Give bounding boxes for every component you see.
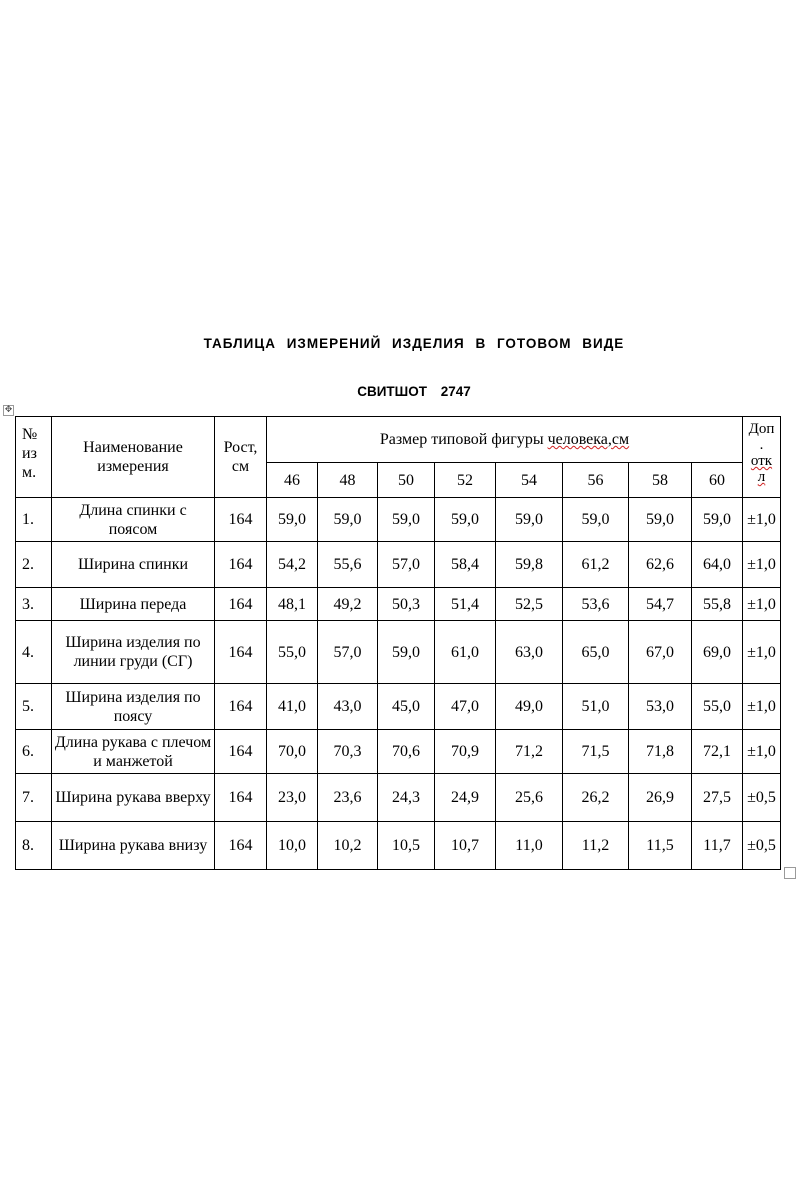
size-header: 54 [496,463,563,498]
measurement-value: 53,6 [563,588,629,621]
tolerance-value: ±1,0 [743,621,781,684]
measurement-value: 55,0 [267,621,318,684]
row-number: 8. [16,822,52,870]
measurement-value: 11,5 [629,822,692,870]
measurement-value: 23,6 [318,774,378,822]
tolerance-value: ±0,5 [743,774,781,822]
measurement-value: 26,9 [629,774,692,822]
measurement-value: 70,0 [267,730,318,774]
measurement-value: 10,0 [267,822,318,870]
measurement-value: 57,0 [318,621,378,684]
size-header: 56 [563,463,629,498]
size-header: 60 [692,463,743,498]
measurement-value: 55,8 [692,588,743,621]
measurement-value: 62,6 [629,542,692,588]
tolerance-value: ±0,5 [743,822,781,870]
measurement-value: 24,3 [378,774,435,822]
table-row [16,621,781,684]
measurement-name: Длина рукава с плечом и манжетой [52,730,215,774]
measurement-name: Ширина изделия по линии груди (СГ) [52,621,215,684]
size-header: 46 [267,463,318,498]
row-height: 164 [215,588,267,621]
document-subtitle: СВИТШОТ 2747 [357,384,471,399]
measurement-value: 65,0 [563,621,629,684]
measurement-value: 59,0 [629,498,692,542]
measurement-value: 59,0 [378,498,435,542]
measurement-value: 10,5 [378,822,435,870]
row-height: 164 [215,684,267,730]
header-number-line: № [22,426,38,443]
row-number: 2. [16,542,52,588]
measurement-value: 10,2 [318,822,378,870]
measurement-value: 70,9 [435,730,496,774]
table-row [16,542,781,588]
measurement-value: 54,2 [267,542,318,588]
measurement-value: 10,7 [435,822,496,870]
measurement-value: 47,0 [435,684,496,730]
measurement-name: Длина спинки с поясом [52,498,215,542]
measurement-value: 59,0 [692,498,743,542]
header-size-group [267,417,743,463]
measurement-value: 11,2 [563,822,629,870]
measurement-value: 61,0 [435,621,496,684]
measurement-value: 51,4 [435,588,496,621]
measurement-value: 55,0 [692,684,743,730]
row-height: 164 [215,774,267,822]
table-row [16,730,781,774]
measurement-name: Ширина рукава внизу [52,822,215,870]
table-resize-handle-icon[interactable] [784,867,796,879]
header-name: Наименование измерения [52,417,215,498]
row-height: 164 [215,822,267,870]
size-header: 52 [435,463,496,498]
document-title: ТАБЛИЦА ИЗМЕРЕНИЙ ИЗДЕЛИЯ В ГОТОВОМ ВИДЕ [203,336,625,351]
measurement-value: 49,0 [496,684,563,730]
table-row [16,588,781,621]
header-number [16,417,52,498]
measurement-value: 69,0 [692,621,743,684]
measurement-value: 50,3 [378,588,435,621]
size-header: 50 [378,463,435,498]
measurement-value: 51,0 [563,684,629,730]
measurement-value: 59,0 [563,498,629,542]
measurement-value: 59,0 [496,498,563,542]
table-row [16,822,781,870]
row-number: 1. [16,498,52,542]
measurement-value: 72,1 [692,730,743,774]
measurement-value: 54,7 [629,588,692,621]
measurement-value: 52,5 [496,588,563,621]
measurement-value: 48,1 [267,588,318,621]
header-number-line: из [22,445,37,462]
measurement-value: 71,8 [629,730,692,774]
measurement-value: 24,9 [435,774,496,822]
header-height: Рост, см [215,417,267,498]
measurement-value: 58,4 [435,542,496,588]
measurement-value: 25,6 [496,774,563,822]
header-size-group-prefix: Размер типовой фигуры [379,431,548,448]
header-size-group-underlined: человека,см [547,431,630,448]
size-header: 48 [318,463,378,498]
table-row [16,498,781,542]
measurement-value: 43,0 [318,684,378,730]
row-height: 164 [215,730,267,774]
measurement-value: 11,7 [692,822,743,870]
header-number-line: м. [22,464,37,481]
measurement-value: 23,0 [267,774,318,822]
measurement-value: 57,0 [378,542,435,588]
header-tolerance: Доп . отк л [743,417,781,498]
size-header: 58 [629,463,692,498]
measurement-name: Ширина спинки [52,542,215,588]
measurement-value: 63,0 [496,621,563,684]
measurement-value: 59,8 [496,542,563,588]
measurement-name: Ширина рукава вверху [52,774,215,822]
row-number: 4. [16,621,52,684]
measurement-value: 64,0 [692,542,743,588]
measurement-value: 45,0 [378,684,435,730]
measurement-value: 70,6 [378,730,435,774]
measurement-value: 70,3 [318,730,378,774]
measurement-value: 53,0 [629,684,692,730]
table-move-handle-icon[interactable]: ✥ [4,405,13,415]
measurement-value: 55,6 [318,542,378,588]
row-height: 164 [215,621,267,684]
measurement-name: Ширина изделия по поясу [52,684,215,730]
tolerance-value: ±1,0 [743,542,781,588]
tolerance-value: ±1,0 [743,588,781,621]
measurement-value: 67,0 [629,621,692,684]
measurement-value: 71,2 [496,730,563,774]
measurement-value: 59,0 [435,498,496,542]
measurement-value: 59,0 [318,498,378,542]
table-row [16,684,781,730]
row-number: 3. [16,588,52,621]
measurement-value: 41,0 [267,684,318,730]
row-height: 164 [215,498,267,542]
header-row [16,417,781,463]
measurement-value: 11,0 [496,822,563,870]
measurement-value: 49,2 [318,588,378,621]
measurement-name: Ширина переда [52,588,215,621]
measurement-value: 59,0 [378,621,435,684]
measurement-value: 26,2 [563,774,629,822]
measurements-table [15,416,781,870]
measurement-value: 71,5 [563,730,629,774]
measurement-value: 27,5 [692,774,743,822]
tolerance-value: ±1,0 [743,498,781,542]
tolerance-value: ±1,0 [743,684,781,730]
row-height: 164 [215,542,267,588]
measurement-value: 59,0 [267,498,318,542]
row-number: 6. [16,730,52,774]
tolerance-value: ±1,0 [743,730,781,774]
row-number: 5. [16,684,52,730]
measurement-value: 61,2 [563,542,629,588]
table-row [16,774,781,822]
row-number: 7. [16,774,52,822]
